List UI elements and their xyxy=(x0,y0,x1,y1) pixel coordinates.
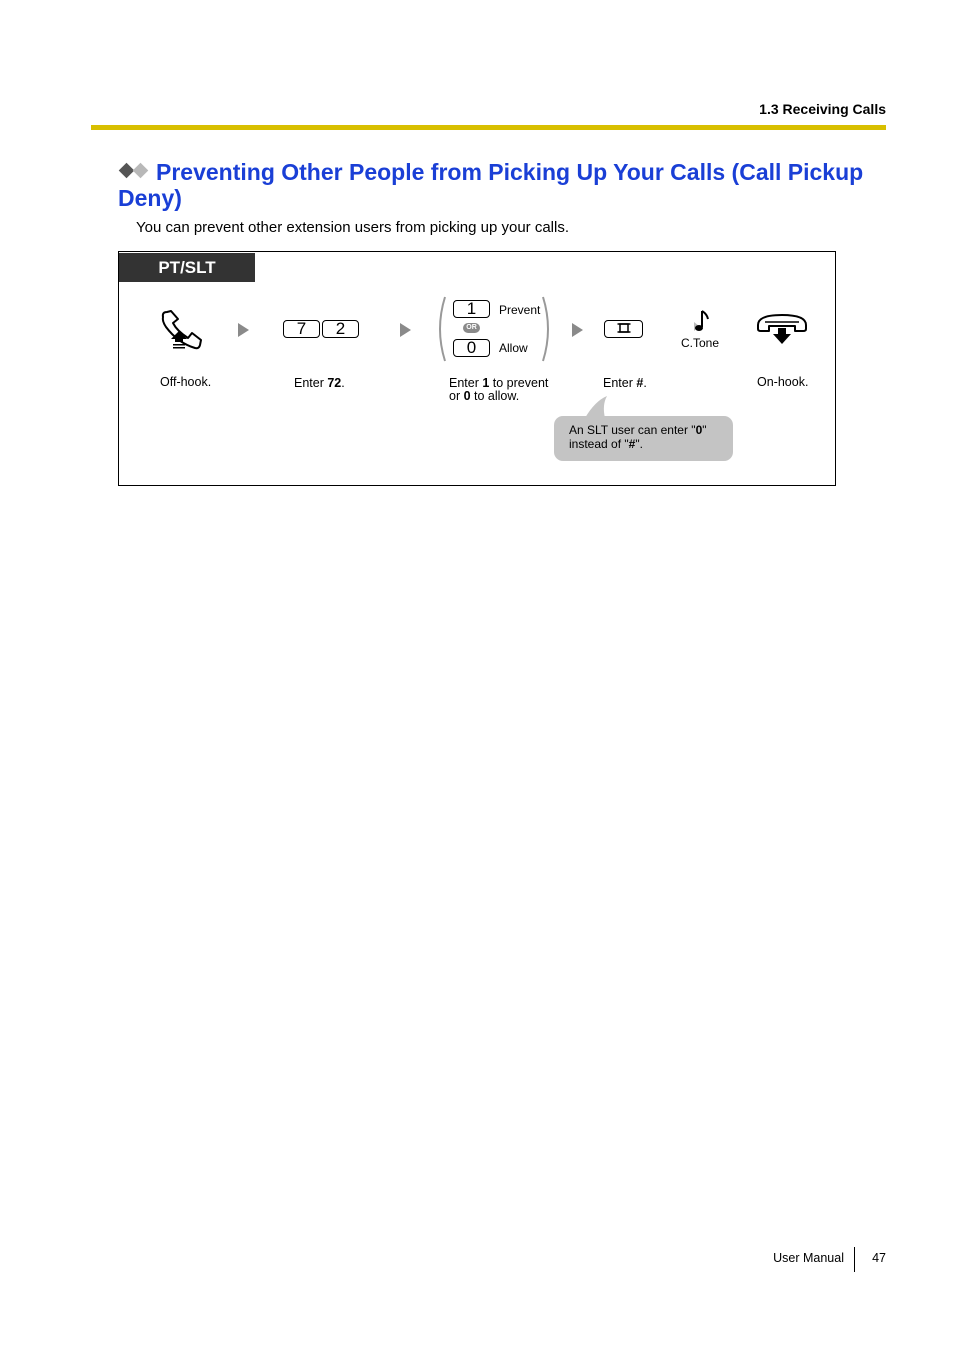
on-hook-label: On-hook. xyxy=(757,375,809,389)
footer-manual-label: User Manual xyxy=(773,1251,844,1265)
step-arrow-icon xyxy=(238,323,249,337)
enter-code-label: Enter 72. xyxy=(294,376,345,390)
section-header: 1.3 Receiving Calls xyxy=(759,101,886,117)
music-note-icon xyxy=(690,309,712,335)
footer-divider xyxy=(854,1247,855,1272)
page-title xyxy=(118,159,878,211)
choice-label-line1: Enter 1 to prevent xyxy=(449,376,549,390)
slt-note-line2: instead of "#". xyxy=(569,437,643,451)
page-number: 47 xyxy=(872,1251,886,1265)
step-arrow-icon xyxy=(400,323,411,337)
enter-hash-label: Enter #. xyxy=(603,376,647,390)
off-hook-handset-icon xyxy=(158,309,210,351)
tone-label: C.Tone xyxy=(681,336,720,350)
slt-note-line1: An SLT user can enter "0" xyxy=(569,423,707,437)
key-7: 7 xyxy=(283,320,320,338)
key-2: 2 xyxy=(322,320,359,338)
procedure-tag: PT/SLT xyxy=(119,253,255,282)
on-hook-handset-icon xyxy=(755,311,809,347)
step-arrow-icon xyxy=(572,323,583,337)
hash-symbol-icon xyxy=(617,322,631,334)
choice-label-line2: or 0 to allow. xyxy=(449,389,520,403)
prevent-label: Prevent xyxy=(499,303,541,317)
key-hash xyxy=(604,320,643,338)
page-title-text: Preventing Other People from Picking Up Your Calls (Call Pickup Deny) xyxy=(118,159,864,211)
diamond-bullet-icon xyxy=(118,162,152,180)
key-0: 0 xyxy=(453,339,490,357)
or-badge: OR xyxy=(463,323,480,333)
off-hook-label: Off-hook. xyxy=(160,375,212,389)
allow-label: Allow xyxy=(499,341,528,355)
key-1: 1 xyxy=(453,300,490,318)
slt-note-bubble xyxy=(554,416,733,461)
header-rule xyxy=(91,125,886,130)
intro-text: You can prevent other extension users from picking up your calls. xyxy=(136,219,570,236)
